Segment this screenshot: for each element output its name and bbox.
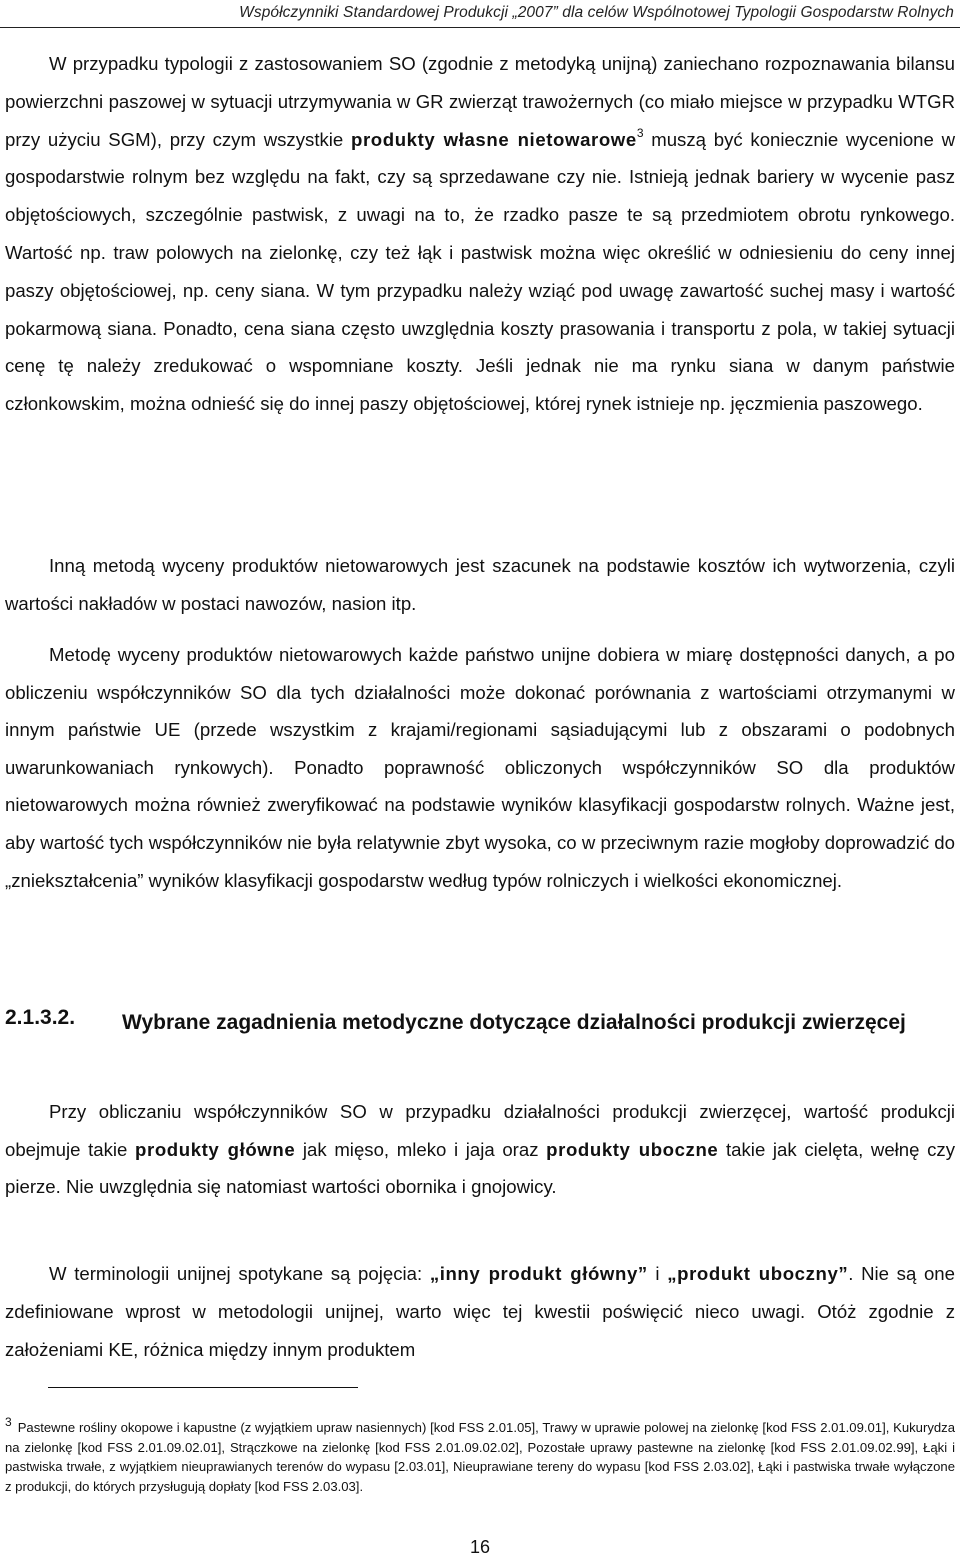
paragraph-1 (5, 45, 955, 423)
section-number: 2.1.3.2. (5, 1006, 76, 1029)
footnote-text: Pastewne rośliny okopowe i kapustne (z wyjątkiem upraw nasiennych) [kod FSS 2.01.05], Trawy w uprawie polowej na zielonkę [kod FSS 2.01.09.01], Kukurydza na zielonkę [kod FSS 2.01.09.02.01], Strączkowe na zielonkę [kod FSS 2.01.09.02.02], Pozostałe uprawy pastewne na zielonkę [kod FSS 2.01.09.02.99], Łąki i pastwiska trwałe, z wyjątkiem nieuprawianych terenów do wypasu [2.03.01], Nieuprawiane tereny do wypasu [kod FSS 2.03.02], Łąki i pastwiska trwałe wyłączone z produkcji, do których przysługują dopłaty [kod FSS 2.03.03]. (5, 1420, 955, 1495)
paragraph-4-text-a: Przy obliczaniu współczynników SO w przypadku działalności produkcji zwierzęcej, wartość produkcji obejmuje takie (5, 1101, 955, 1160)
header-divider (0, 27, 960, 28)
paragraph-4 (5, 1093, 955, 1206)
term-by-product: „produkt uboczny” (667, 1263, 849, 1284)
footnote-divider (48, 1387, 358, 1388)
paragraph-5-text-a: W terminologii unijnej spotykane są pojęcia: (49, 1263, 430, 1284)
paragraph-1-text-a: W przypadku typologii z zastosowaniem SO (zgodnie z metodyką unijną) zaniechano rozpoznawania bilansu powierzchni paszowej w sytuacji utrzymywania w GR zwierząt trawożernych (co miało miejsce w przypadku WTGR przy użyciu SGM), przy czym wszystkie (5, 53, 955, 150)
paragraph-2: Inną metodą wyceny produktów nietowarowych jest szacunek na podstawie kosztów ich wytworzenia, czyli wartości nakładów w postaci nawozów, nasion itp. (5, 555, 955, 614)
term-by-products: produkty uboczne (546, 1138, 719, 1160)
section-title: Wybrane zagadnienia metodyczne dotyczące działalności produkcji zwierzęcej (122, 1011, 906, 1034)
running-header: Współczynniki Standardowej Produkcji „2007” dla celów Wspólnotowej Typologii Gospodarstw Rolnych (239, 4, 954, 21)
term-own-non-market-products: produkty własne nietowarowe (350, 128, 637, 150)
term-other-main-product: „inny produkt główny” (429, 1263, 648, 1284)
paragraph-3: Metodę wyceny produktów nietowarowych każde państwo unijne dobiera w miarę dostępności danych, a po obliczeniu współczynników SO dla tych działalności może dokonać porównania z wartościami otrzymanymi w innym państwie UE (przede wszystkim z krajami/regionami sąsiadującymi lub z obszarami o podobnych uwarunkowaniach rynkowych). Ponadto poprawność obliczonych współczynników SO dla produktów nietowarowych można również zweryfikować na podstawie wyników klasyfikacji gospodarstw rolnych. Ważne jest, aby wartość tych współczynników nie była relatywnie zbyt wysoka, co w przeciwnym razie mogłoby doprowadzić do „zniekształcenia” wyników klasyfikacji gospodarstw według typów rolniczych i wielkości ekonomicznej. (5, 644, 955, 891)
paragraph-5-text-b: i (647, 1263, 668, 1284)
paragraph-4-text-b: jak mięso, mleko i jaja oraz (295, 1138, 547, 1160)
paragraph-5 (5, 1255, 955, 1368)
footnote-mark: 3 (5, 1415, 12, 1429)
footnote-reference[interactable]: 3 (636, 125, 644, 140)
paragraph-4-text-c: takie jak cielęta, wełnę czy pierze. Nie uwzględnia się natomiast wartości obornika i gnojowicy. (5, 1138, 956, 1197)
paragraph-1-text-b: muszą być koniecznie wycenione w gospodarstwie rolnym bez względu na fakt, czy są sprzedawane czy nie. Istnieją jednak bariery w wycenie pasz objętościowych, szczególnie pastwisk, z uwagi na to, że rzadko pasze te są przedmiotem obrotu rynkowego. Wartość np. traw polowych na zielonkę, czy też łąk i pastwisk można więc określić w odniesieniu do ceny innej paszy objętościowej, np. ceny siana. W tym przypadku należy wziąć pod uwagę zawartość suchej masy i wartość pokarmową siana. Ponadto, cena siana często uwzględnia koszty prasowania i transportu z pola, w takiej sytuacji cenę tę należy zredukować o wspomniane koszty. Jeśli jednak nie ma rynku siana w danym państwie członkowskim, można odnieść się do innej paszy objętościowej, której rynek istnieje np. jęczmienia paszowego. (5, 128, 955, 415)
term-main-products: produkty główne (135, 1138, 296, 1160)
footnote (5, 1415, 955, 1497)
paragraph-5-text-c: . Nie są one zdefiniowane wprost w metodologii unijnej, warto więc tej kwestii poświęcić nieco uwagi. Otóż zgodnie z założeniami KE, różnica między innym produktem (5, 1263, 955, 1360)
page-number: 16 (469, 1537, 491, 1557)
